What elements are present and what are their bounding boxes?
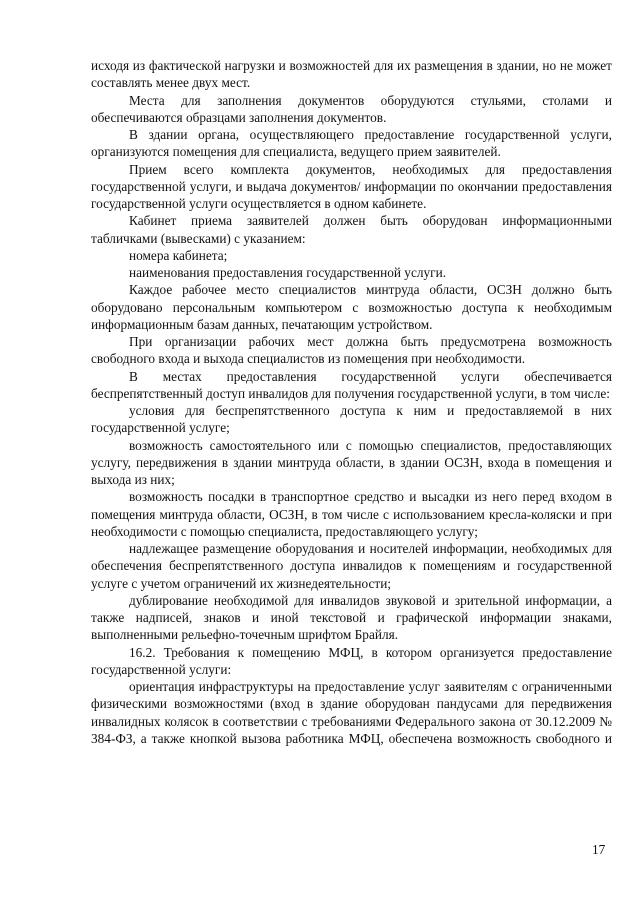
page-number: 17 <box>592 842 606 857</box>
list-item: возможность посадки в транспортное средство и высадки из него перед входом в помещения минтруда области, ОСЗН, в том числе с использованием кресла-коляски и при необходимости с помощью специалиста, предоставляющего услугу; <box>91 489 612 539</box>
list-item: номера кабинета; <box>129 247 228 263</box>
paragraph: Каждое рабочее место специалистов минтруда области, ОСЗН должно быть оборудовано персональным компьютером с возможностью доступа к необходимым информационным базам данных, печатающим устройством. <box>91 282 612 332</box>
list-item: дублирование необходимой для инвалидов звуковой и зрительной информации, а также надписей, знаков и иной текстовой и графической информации знаками, выполненными рельефно-точечным шрифтом Брайля. <box>91 592 612 643</box>
paragraph: В местах предоставления государственной услуги обеспечивается беспрепятственный доступ инвалидов для получения государственной услуги, в том числе: <box>91 368 612 401</box>
paragraph: исходя из фактической нагрузки и возможностей для их размещения в здании, но не может составлять менее двух мест. <box>91 58 612 91</box>
paragraph: При организации рабочих мест должна быть предусмотрена возможность свободного входа и выхода специалистов из помещения при необходимости. <box>91 334 612 367</box>
paragraph: Места для заполнения документов оборудуются стульями, столами и обеспечиваются образцами заполнения документов. <box>91 92 612 125</box>
list-item: надлежащее размещение оборудования и носителей информации, необходимых для обеспечения беспрепятственного доступа инвалидов к помещениям и государственной услуге с учетом ограничений их жизнедеятельности; <box>91 541 612 591</box>
list-item: условия для беспрепятственного доступа к ним и предоставляемой в них государственной услуге; <box>91 403 612 436</box>
section-heading: 16.2. Требования к помещению МФЦ, в котором организуется предоставление государственной услуги: <box>91 644 612 677</box>
paragraph: В здании органа, осуществляющего предоставление государственной услуги, организуются помещения для специалиста, ведущего прием заявителей. <box>91 127 612 160</box>
document-body <box>91 57 612 747</box>
list-item: возможность самостоятельного или с помощью специалистов, предоставляющих услугу, передвижения в здании минтруда области, в здании ОСЗН, входа в помещения и выхода из них; <box>91 437 612 487</box>
paragraph: ориентация инфраструктуры на предоставление услуг заявителям с ограниченными физическими возможностями (вход в здание оборудован пандусами для передвижения инвалидных колясок в соответствии с требованиями Федерального закона от 30.12.2009 № 384-ФЗ, а также кнопкой вызова работника МФЦ, обеспечена возможность свободного и <box>91 679 612 746</box>
paragraph: Прием всего комплекта документов, необходимых для предоставления государственной услуги, и выдача документов/ информации по окончании предоставления государственной услуги осуществляется в одном кабинете. <box>91 161 612 211</box>
paragraph: Кабинет приема заявителей должен быть оборудован информационными табличками (вывесками) с указанием: <box>91 213 612 246</box>
list-item: наименования предоставления государственной услуги. <box>129 265 447 280</box>
